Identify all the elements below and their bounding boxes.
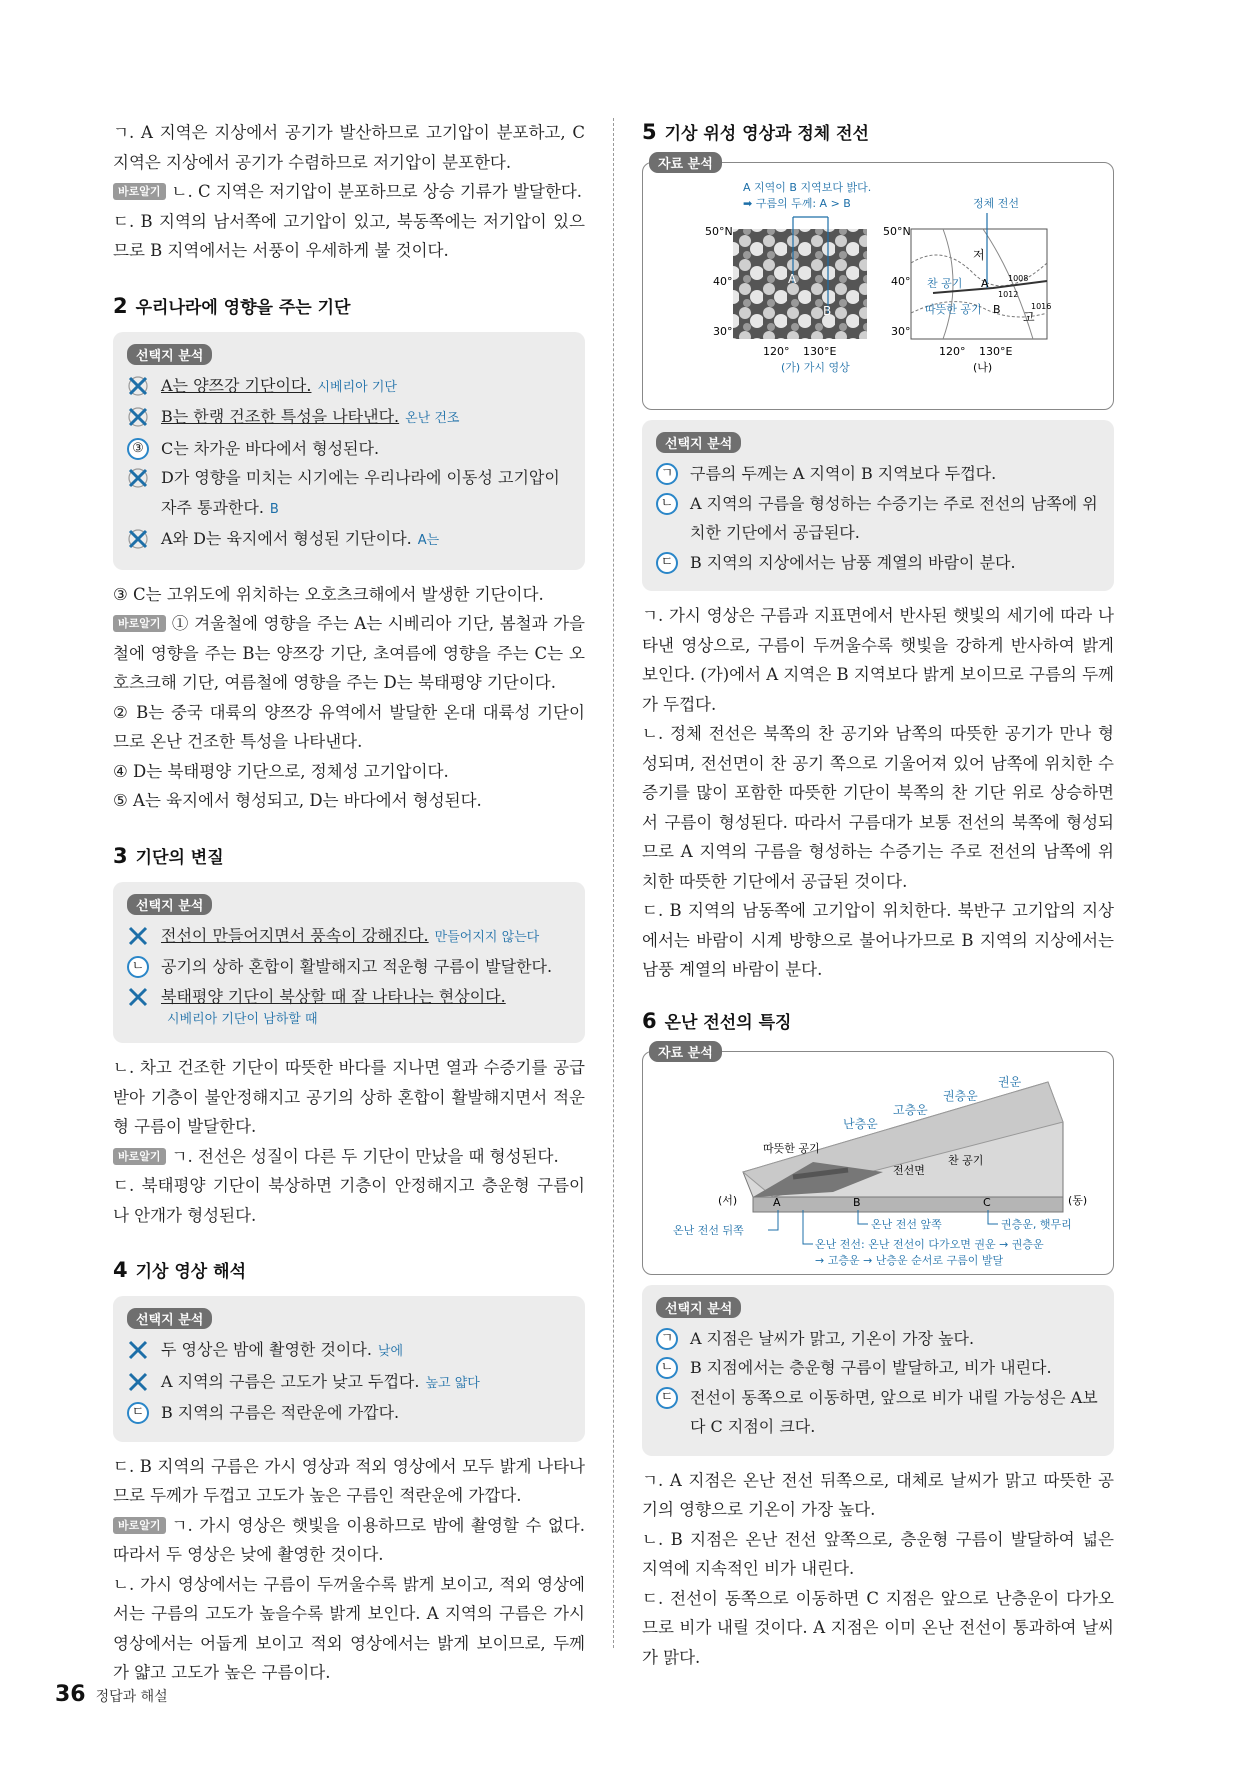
section-4: [113, 1256, 585, 1688]
x-mark-icon: [127, 467, 149, 489]
fig-note: A 지역이 B 지역보다 밝다.: [743, 181, 872, 194]
isobar-label: 1012: [998, 290, 1019, 299]
data-analysis-tag: 자료 분석: [649, 152, 722, 173]
explanation: ③ C는 고위도에 위치하는 오호츠크해에서 발생한 기단이다.: [113, 584, 544, 604]
explanation: ㄱ. 가시 영상은 구름과 지표면에서 반사된 햇빛의 세기에 따라 나타낸 영상으로, 구름이 두꺼울수록 햇빛을 강하게 반사하여 밝게 보인다. (가)에서 A 지역은 B 지역보다 밝게 보이므로 구름의 두께가 두껍다.: [642, 606, 1114, 714]
west-label: (서): [718, 1193, 738, 1207]
lon-label: 120°: [763, 345, 790, 358]
lon-label: 120°: [939, 345, 966, 358]
option-analysis-tag: 선택지 분석: [656, 1297, 741, 1318]
circle-mark-icon: ㄴ: [656, 493, 678, 515]
option-item: D가 영향을 미치는 시기에는 우리나라에 이동성 고기압이 자주 통과한다. B: [127, 463, 571, 524]
cloud-label: 난층운: [843, 1116, 878, 1131]
intro-line-3: ㄷ. B 지역의 남서쪽에 고기압이 있고, 북동쪽에는 저기압이 있으므로 B 지역에서는 서풍이 우세하게 불 것이다.: [113, 211, 585, 260]
x-mark-icon: [127, 925, 149, 947]
cold-air-label: 찬 공기: [927, 277, 963, 290]
data-analysis-tag: 자료 분석: [649, 1041, 722, 1062]
x-mark-icon: [127, 528, 149, 550]
x-mark-icon: [127, 1371, 149, 1393]
high-pressure-label: 고: [1023, 310, 1035, 324]
warm-air-label: 따뜻한 공기: [763, 1141, 820, 1155]
section-5-title: 5 기상 위성 영상과 정체 전선: [642, 120, 869, 144]
fig-note: 권층운, 햇무리: [1001, 1217, 1072, 1231]
option-note: 시베리아 기단이 남하할 때: [167, 1012, 318, 1027]
option-item: A는 양쯔강 기단이다. 시베리아 기단: [127, 371, 571, 403]
x-mark-icon: [127, 1339, 149, 1361]
point-b: B: [853, 1195, 861, 1209]
option-item: 두 영상은 밤에 촬영한 것이다. 낮에: [127, 1335, 571, 1367]
fig-note: 온난 전선: 온난 전선이 다가오면 권운 → 권층운: [815, 1237, 1044, 1251]
explanation: ㄷ. B 지역의 남동쪽에 고기압이 위치한다. 북반구 고기압의 지상에서는 바람이 시계 방향으로 불어나가므로 B 지역의 지상에서는 남풍 계열의 바람이 분다.: [642, 901, 1114, 979]
option-item: ㄷ B 지역의 구름은 적란운에 가깝다.: [127, 1398, 571, 1428]
cold-air-label: 찬 공기: [948, 1153, 984, 1167]
section-2-title: 2 우리나라에 영향을 주는 기단: [113, 293, 351, 318]
lon-label: 130°E: [979, 345, 1013, 358]
option-item: ㄴ A 지역의 구름을 형성하는 수증기는 주로 전선의 남쪽에 위치한 기단에서 공급된다.: [656, 489, 1100, 548]
fig-note: ➡ 구름의 두께: A > B: [743, 197, 851, 210]
section-6-options: [642, 1285, 1114, 1456]
warm-air-label: 따뜻한 공기: [925, 303, 982, 316]
section-5-options: [642, 420, 1114, 591]
section-4-title: 4 기상 영상 해석: [113, 1258, 246, 1282]
option-analysis-tag: 선택지 분석: [127, 894, 212, 915]
point-a: A: [981, 277, 989, 290]
explanation: ② B는 중국 대륙의 양쯔강 유역에서 발달한 온대 대륙성 기단이므로 온난 건조한 특성을 나타낸다.: [113, 702, 585, 751]
explanation: ㄷ. 북태평양 기단이 북상하면 기층이 안정해지고 층운형 구름이나 안개가 형성된다.: [113, 1176, 585, 1225]
lat-label: 40°: [713, 275, 733, 288]
isobar-label: 1008: [1008, 274, 1029, 283]
option-analysis-tag: 선택지 분석: [127, 1308, 212, 1329]
option-item: B는 한랭 건조한 특성을 나타낸다. 온난 건조: [127, 402, 571, 434]
option-item: ㄴ B 지점에서는 층운형 구름이 발달하고, 비가 내린다.: [656, 1353, 1100, 1383]
lat-label: 30°: [891, 325, 911, 338]
point-a: A: [788, 272, 797, 286]
column-divider: [613, 118, 614, 1648]
cloud-label: 고층운: [893, 1102, 928, 1117]
lat-label: 50°N: [883, 225, 911, 238]
circle-mark-icon: ㄴ: [127, 956, 149, 978]
point-b: B: [993, 303, 1001, 316]
point-c: C: [983, 1195, 991, 1209]
option-item: 북태평양 기단이 북상할 때 잘 나타나는 현상이다.: [127, 982, 571, 1012]
circle-mark-icon: ㄷ: [656, 552, 678, 574]
cloud-label: 권층운: [943, 1088, 978, 1103]
option-item: ㄷ 전선이 동쪽으로 이동하면, 앞으로 비가 내릴 가능성은 A보다 C 지점이 크다.: [656, 1383, 1100, 1442]
circle-mark-icon: ㄷ: [127, 1402, 149, 1424]
section-4-options: [113, 1296, 585, 1442]
circle-mark-icon: ㄱ: [656, 1328, 678, 1350]
x-mark-icon: [127, 375, 149, 397]
option-item: ㄱ A 지점은 날씨가 맑고, 기온이 가장 높다.: [656, 1324, 1100, 1354]
explanation: ㄴ. 차고 건조한 기단이 따뜻한 바다를 지나면 열과 수증기를 공급받아 기층이 불안정해지고 공기의 상하 혼합이 활발해지면서 적운형 구름이 발달한다.: [113, 1058, 585, 1136]
explanation: ㄷ. 전선이 동쪽으로 이동하면 C 지점은 앞으로 난층운이 다가오므로 비가 내릴 것이다. A 지점은 이미 온난 전선이 통과하여 날씨가 맑다.: [642, 1588, 1114, 1667]
east-label: (동): [1068, 1193, 1088, 1207]
lat-label: 30°: [713, 325, 733, 338]
section-2: [113, 292, 585, 816]
fig-note: 온난 전선 뒤쪽: [673, 1223, 744, 1237]
explanation: 바로알기 ㄱ. 가시 영상은 햇빛을 이용하므로 밤에 촬영할 수 없다. 따라서 두 영상은 낮에 촬영한 것이다.: [113, 1515, 585, 1564]
explanation: 바로알기 ㄱ. 전선은 성질이 다른 두 기단이 만났을 때 형성된다.: [113, 1142, 585, 1172]
section-3: [113, 842, 585, 1231]
option-analysis-tag: 선택지 분석: [127, 344, 212, 365]
option-item: ③ C는 차가운 바다에서 형성된다.: [127, 434, 571, 464]
option-item: ㄷ B 지역의 지상에서는 남풍 계열의 바람이 분다.: [656, 548, 1100, 578]
explanation: ㄷ. B 지역의 구름은 가시 영상과 적외 영상에서 모두 밝게 나타나므로 두께가 두껍고 고도가 높은 구름인 적란운에 가깝다.: [113, 1456, 585, 1505]
section-6-title: 6 온난 전선의 특징: [642, 1008, 792, 1033]
option-item: A 지역의 구름은 고도가 낮고 두껍다. 높고 얇다: [127, 1367, 571, 1399]
option-item: ㄴ 공기의 상하 혼합이 활발해지고 적운형 구름이 발달한다.: [127, 952, 571, 982]
explanation: ㄴ. 정체 전선은 북쪽의 찬 공기와 남쪽의 따뜻한 공기가 만나 형성되며, 전선면이 찬 공기 쪽으로 기울어져 있어 남쪽에 위치한 수증기를 많이 포함한 따뜻한 기단이 북쪽의 찬 기단 위로 상승하면서 구름이 형성된다. 따라서 구름대가 보통 전선의 북쪽에 형성되므로 A 지역의 구름을 형성하는 수증기는 주로 전선의 남쪽에 위치한 따뜻한 기단에서 공급된 것이다.: [642, 724, 1114, 891]
caption-a: (가) 가시 영상: [781, 361, 850, 374]
intro-line-1: ㄱ. A 지역은 지상에서 공기가 발산하므로 고기압이 분포하고, C 지역은 지상에서 공기가 수렴하므로 저기압이 분포한다.: [113, 123, 585, 172]
option-item: 전선이 만들어지면서 풍속이 강해진다. 만들어지지 않는다: [127, 921, 571, 953]
explanation: ⑤ A는 육지에서 형성되고, D는 바다에서 형성된다.: [113, 791, 482, 810]
section-3-title: 3 기단의 변질: [113, 843, 224, 868]
cloud-label: 권운: [998, 1074, 1022, 1089]
x-mark-icon: [127, 406, 149, 428]
explanation: ㄴ. 가시 영상에서는 구름이 두꺼울수록 밝게 보이고, 적외 영상에서는 구름의 고도가 높을수록 밝게 보인다. A 지역의 구름은 가시 영상에서는 어둡게 보이고 적외 영상에서는 밝게 보이므로, 두께가 얇고 고도가 높은 구름이다.: [113, 1574, 585, 1682]
footer-label: 정답과 해설: [95, 1689, 168, 1705]
explanation: 바로알기 ① 겨울철에 영향을 주는 A는 시베리아 기단, 봄철과 가을철에 영향을 주는 B는 양쯔강 기단, 초여름에 영향을 주는 C는 오호츠크해 기단, 여름철에 영향을 주는 D는 북태평양 기단이다.: [113, 614, 585, 692]
satellite-figure: [642, 157, 1114, 410]
explanation: ④ D는 북태평양 기단으로, 정체성 고기압이다.: [113, 761, 449, 781]
circle-mark-icon: ③: [127, 438, 149, 460]
lat-label: 50°N: [705, 225, 733, 238]
lat-label: 40°: [891, 275, 911, 288]
isobar-label: 1016: [1031, 302, 1052, 311]
explanation: ㄴ. B 지점은 온난 전선 앞쪽으로, 층운형 구름이 발달하여 넓은 지역에 지속적인 비가 내린다.: [642, 1529, 1114, 1578]
caption-b: (나): [973, 361, 993, 374]
low-pressure-label: 저: [973, 248, 985, 262]
fig-note: → 고층운 → 난층운 순서로 구름이 발달: [815, 1253, 1004, 1267]
option-item: ㄱ 구름의 두께는 A 지역이 B 지역보다 두껍다.: [656, 459, 1100, 489]
x-mark-icon: [127, 986, 149, 1008]
circle-mark-icon: ㄷ: [656, 1387, 678, 1409]
section-2-options: [113, 332, 585, 570]
correction-badge: 바로알기: [113, 183, 166, 200]
fig-note: 정체 전선: [973, 197, 1020, 210]
left-column: [113, 118, 585, 1688]
lon-label: 130°E: [803, 345, 837, 358]
page-footer: [55, 1682, 168, 1707]
visible-image: [733, 229, 867, 339]
section-3-options: [113, 882, 585, 1044]
option-analysis-tag: 선택지 분석: [656, 432, 741, 453]
explanation: ㄱ. A 지점은 온난 전선 뒤쪽으로, 대체로 날씨가 맑고 따뜻한 공기의 영향으로 기온이 가장 높다.: [642, 1470, 1114, 1519]
right-column: [642, 118, 1114, 1672]
circle-mark-icon: ㄱ: [656, 463, 678, 485]
front-surface-label: 전선면: [893, 1163, 925, 1177]
point-a: A: [773, 1195, 781, 1209]
fig-note: 온난 전선 앞쪽: [871, 1217, 942, 1231]
circle-mark-icon: ㄴ: [656, 1357, 678, 1379]
page-number: 36: [55, 1682, 86, 1707]
section-5: [642, 118, 1114, 985]
point-b: B: [823, 304, 832, 318]
intro-line-2: 바로알기 ㄴ. C 지역은 저기압이 분포하므로 상승 기류가 발달한다.: [113, 177, 585, 207]
option-item: A와 D는 육지에서 형성된 기단이다. A는: [127, 524, 571, 556]
section-6: [642, 1007, 1114, 1673]
warm-front-figure: [642, 1045, 1114, 1275]
